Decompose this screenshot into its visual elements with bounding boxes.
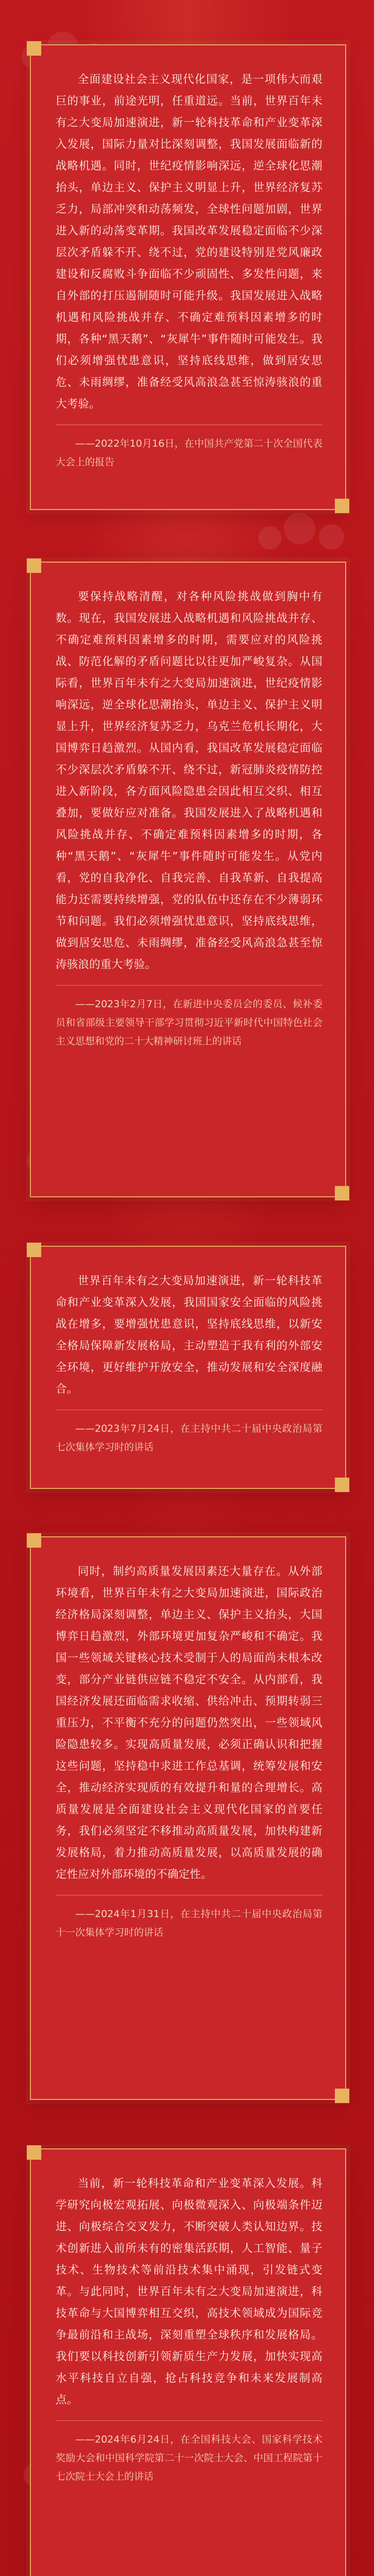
quote-source: ——2024年6月24日，在全国科技大会、国家科学技术奖励大会和中国科学院第二十一次院士大会、中国工程院第十七次院士大会上的讲话 (56, 2434, 322, 2482)
quote-divider (56, 985, 322, 986)
quote-body: 全面建设社会主义现代化国家，是一项伟大而艰巨的事业，前途光明，任重道远。当前，世界百年未有之大变局加速演进，新一轮科技革命和产业变革深入发展，国际力量对比深刻调整，我国发展面临新的战略机遇。同时，世纪疫情影响深远，逆全球化思潮抬头，单边主义、保护主义明显上升，世界经济复苏乏力，局部冲突和动荡频发，全球性问题加剧，世界进入新的动荡变革期。我国改革发展稳定面临不少深层次矛盾躲不开、绕不过，党的建设特别是党风廉政建设和反腐败斗争面临不少顽固性、多发性问题，来自外部的打压遏制随时可能升级。我国发展进入战略机遇和风险挑战并存、不确定难预料因素增多的时期，各种“黑天鹅”、“灰犀牛”事件随时可能发生。我们必须增强忧患意识，坚持底线思维，做到居安思危、未雨绸缪，准备经受风高浪急甚至惊涛骇浪的重大考验。 (56, 73, 322, 411)
quote-source: ——2023年2月7日，在新进中央委员会的委员、候补委员和省部级主要领导干部学习贯彻习近平新时代中国特色社会主义思想和党的二十大精神研讨班上的讲话 (56, 998, 322, 1047)
quote-divider (56, 2420, 322, 2421)
decorative-cloud (246, 510, 365, 556)
quote-body: 世界百年未有之大变局加速演进，新一轮科技革命和产业变革深入发展，我国国家安全面临的风险挑战在增多，要增强忧患意识，坚持底线思维，以新安全格局保障新发展格局，主动塑造于我有利的外部安全环境，更好维护开放安全，推动发展和安全深度融合。 (56, 1275, 322, 1396)
quote-body: 当前，新一轮科技革命和产业变革深入发展。科学研究向极宏观拓展、向极微观深入、向极端条件迈进、向极综合交叉发力，不断突破人类认知边界。技术创新进入前所未有的密集活跃期，人工智能、量子技术、生物技术等前沿技术集中涌现，引发链式变革。与此同时，世界百年未有之大变局加速演进，科技革命与大国博弈相互交织，高技术领域成为国际竞争最前沿和主战场，深刻重塑全球秩序和发展格局。我们要以科技创新引领新质生产力发展，加快实现高水平科技自立自强，抢占科技竞争和未来发展制高点。 (56, 2177, 322, 2406)
quote-source: ——2024年1月31日，在主持中共二十届中央政治局第十一次集体学习时的讲话 (56, 1908, 322, 1938)
quote-body: 同时，制约高质量发展因素还大量存在。从外部环境看，世界百年未有之大变局加速演进，国际政治经济格局深刻调整，单边主义、保护主义抬头，大国博弈日趋激烈，外部环境更加复杂严峻和不确定。我国一些领域关键核心技术受制于人的局面尚未根本改变，部分产业链供应链不稳定不安全。从内部看，我国经济发展还面临需求收缩、供给冲击、预期转弱三重压力，不平衡不充分的问题仍然突出，一些领域风险隐患较多。实现高质量发展，必须正确认识和把握这些问题，坚持稳中求进工作总基调，统筹发展和安全，推动经济实现质的有效提升和量的合理增长。高质量发展是全面建设社会主义现代化国家的首要任务，我们必须坚定不移推动高质量发展，加快构建新发展格局，着力推动高质量发展，以高质量发展的确定性应对外部环境的不确定性。 (56, 1565, 322, 1881)
quote-source: ——2023年7月24日，在主持中共二十届中央政治局第七次集体学习时的讲话 (56, 1423, 322, 1453)
quote-panel-5 (30, 2148, 346, 2576)
quote-body: 要保持战略清醒，对各种风险挑战做到胸中有数。现在，我国发展进入战略机遇和风险挑战并存、不确定难预料因素增多的时期，需要应对的风险挑战、防范化解的矛盾问题比以往更加严峻复杂。从国际看，世界百年未有之大变局加速演进，世纪疫情影响深远，逆全球化思潮抬头，单边主义、保护主义明显上升，世界经济复苏乏力，乌克兰危机长期化，大国博弈日趋激烈。从国内看，我国改革发展稳定面临不少深层次矛盾躲不开、绕不过，新冠肺炎疫情防控进入新阶段，各方面风险隐患会因此相互交织、相互叠加，要做好应对准备。我国发展进入了战略机遇和风险挑战并存、不确定难预料因素增多的时期，各种“黑天鹅”、“灰犀牛”事件随时可能发生。从党内看，党的自我净化、自我完善、自我革新、自我提高能力还需要持续增强，党的队伍中还存在不少薄弱环节和问题。我们必须增强忧患意识，坚持底线思维，做到居安思危、未雨绸缪，准备经受风高浪急甚至惊涛骇浪的重大考验。 (56, 590, 322, 971)
quote-source: ——2022年10月16日，在中国共产党第二十次全国代表大会上的报告 (56, 438, 322, 468)
quote-panel-2 (30, 562, 346, 1197)
quote-panel-4 (30, 1536, 346, 2100)
quote-panel-3 (30, 1246, 346, 1489)
quote-panel-1 (30, 44, 346, 510)
